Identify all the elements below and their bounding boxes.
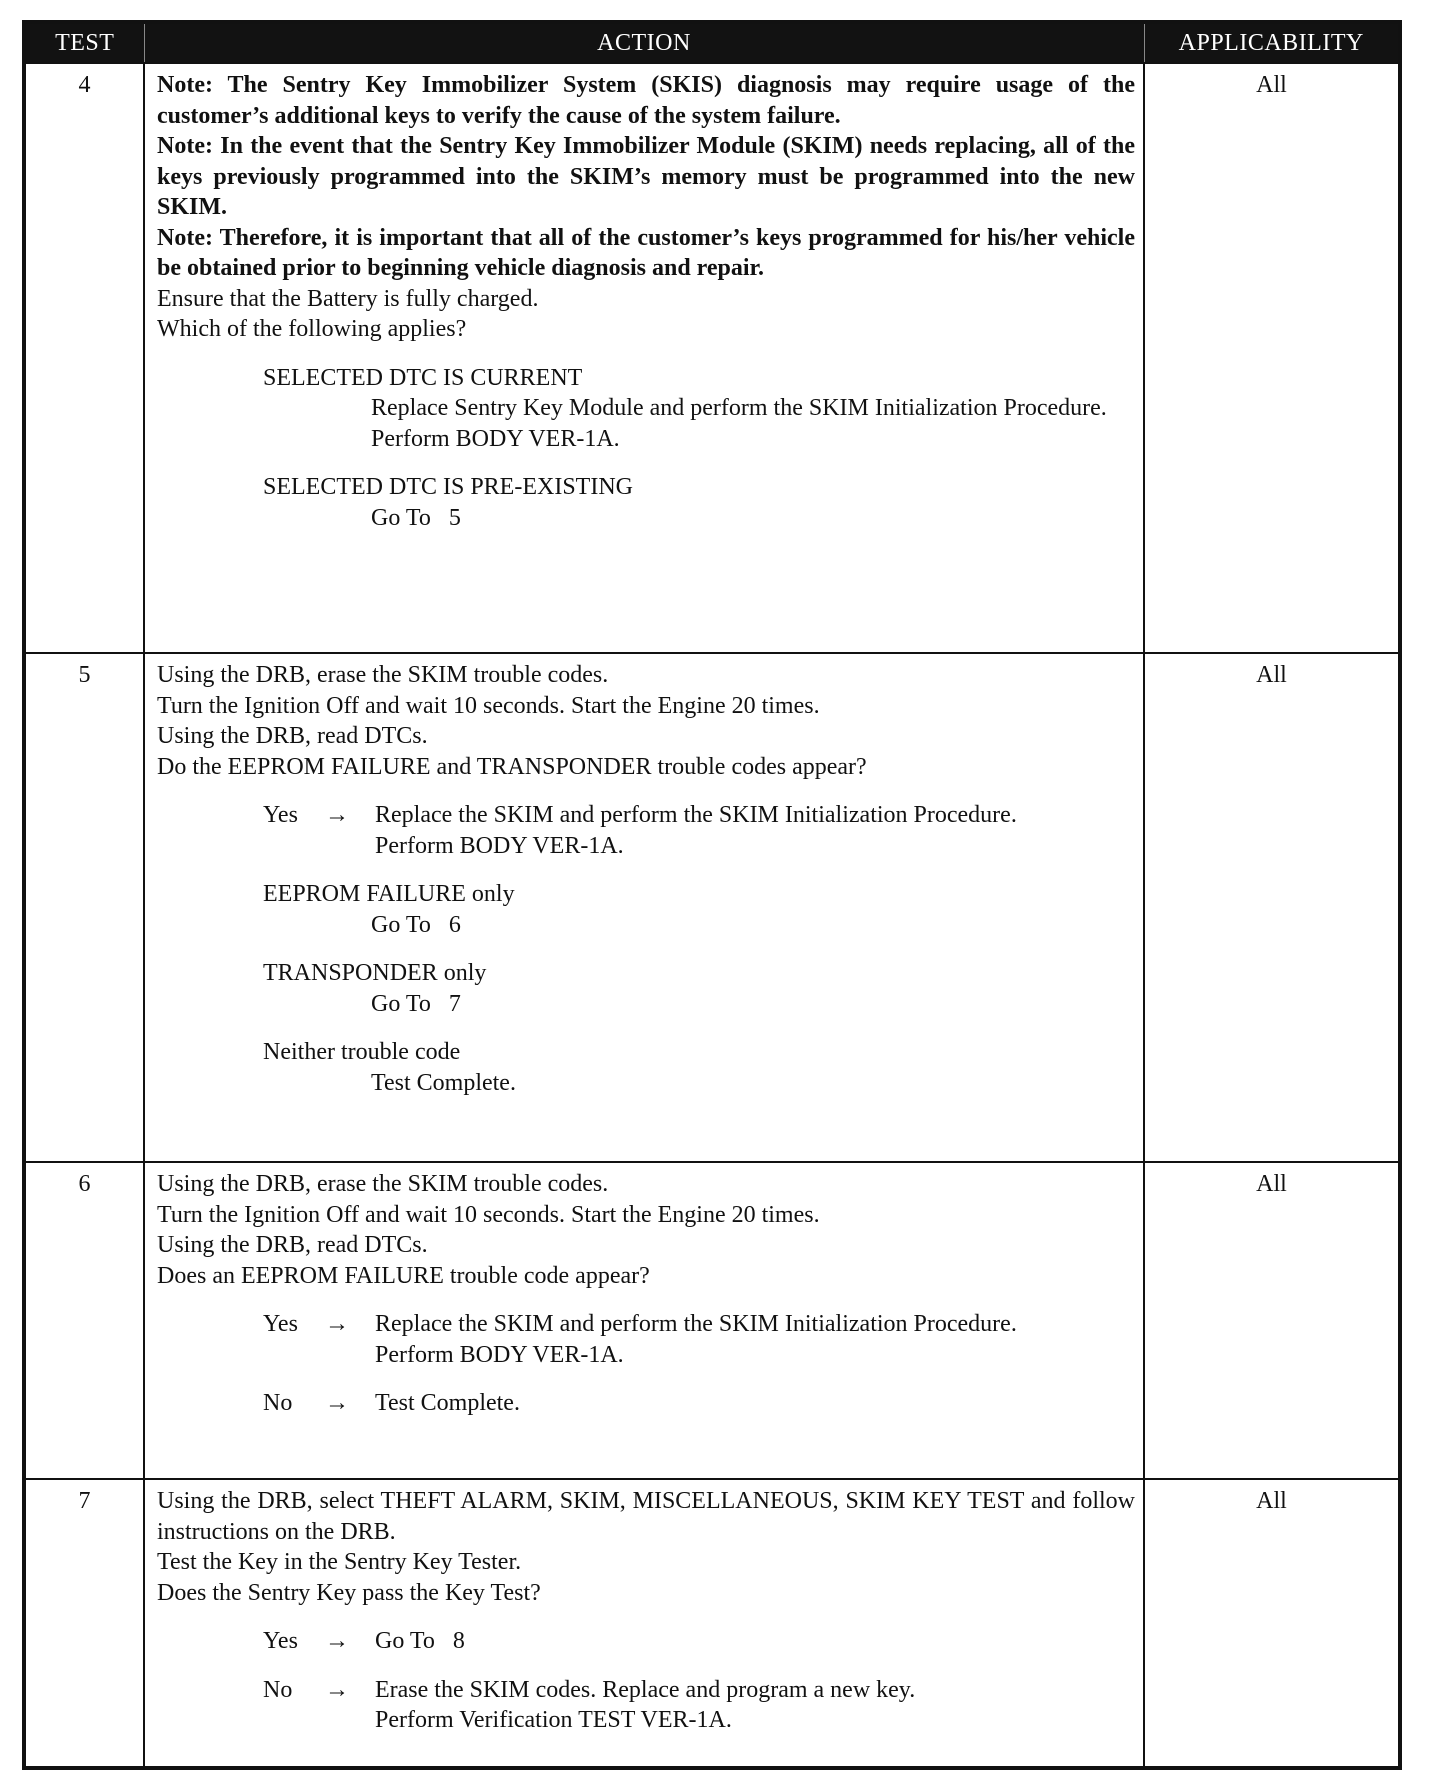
header-applicability: APPLICABILITY [1144,22,1400,63]
answer-text: Perform BODY VER-1A. [375,1341,624,1368]
diagnostic-table [22,20,1402,1770]
test-number: 5 [24,653,144,1162]
instruction: Which of the following applies? [157,316,467,342]
answer-text: Perform BODY VER-1A. [375,832,624,859]
option-result: Go To 6 [371,911,461,938]
answer-text: Test Complete. [375,1390,520,1416]
instruction: Using the DRB, select THEFT ALARM, SKIM, MISCELLANEOUS, SKIM KEY TEST and follow instructions on the DRB. [157,1488,1135,1545]
option-label: SELECTED DTC IS PRE-EXISTING [263,474,633,500]
option-label: Neither trouble code [263,1039,461,1065]
action-cell [144,1479,1144,1768]
answer-text: Replace the SKIM and perform the SKIM Initialization Procedure. [375,802,1017,828]
arrow-icon: → [325,1676,349,1703]
option-result: Go To 7 [371,990,461,1017]
answer-key: Yes [263,1628,298,1654]
arrow-icon: → [325,802,349,828]
procedure-sheet [22,20,1398,1770]
test-number: 7 [24,1479,144,1768]
answer-text: Erase the SKIM codes. Replace and program a new key. [375,1676,916,1703]
answer-text: Go To 8 [375,1628,465,1654]
answer-key: No [263,1390,293,1416]
answer-yes [263,1626,1135,1657]
applicability-value: All [1144,1162,1400,1479]
header-test: TEST [24,22,144,63]
test-number: 4 [24,63,144,653]
answer-key: Yes [263,802,298,828]
option-result: Perform BODY VER-1A. [371,425,620,452]
option-label: SELECTED DTC IS CURRENT [263,364,583,391]
option [263,472,1135,533]
option-result: Replace Sentry Key Module and perform the SKIM Initialization Procedure. [371,395,1107,421]
test-number: 6 [24,1162,144,1479]
option [263,363,1135,455]
answer-no [263,1675,1135,1736]
table-row [24,1479,1400,1768]
instruction: Using the DRB, read DTCs. [157,723,428,749]
answer-yes [263,800,1135,861]
option [263,1037,1135,1098]
action-cell [144,653,1144,1162]
option [263,958,1135,1019]
action-cell [144,1162,1144,1479]
instruction: Does the Sentry Key pass the Key Test? [157,1579,541,1606]
option-label: TRANSPONDER only [263,960,487,986]
table-row [24,653,1400,1162]
instruction: Using the DRB, erase the SKIM trouble codes. [157,662,609,688]
action-cell [144,63,1144,653]
instruction: Does an EEPROM FAILURE trouble code appear? [157,1262,650,1289]
instruction: Ensure that the Battery is fully charged. [157,285,539,312]
instruction: Test the Key in the Sentry Key Tester. [157,1549,522,1575]
answer-key: Yes [263,1311,298,1337]
instruction: Turn the Ignition Off and wait 10 seconds. Start the Engine 20 times. [157,1201,820,1228]
applicability-value: All [1144,63,1400,653]
arrow-icon: → [325,1628,349,1654]
instruction: Using the DRB, read DTCs. [157,1232,428,1258]
arrow-icon: → [325,1390,349,1416]
option-label: EEPROM FAILURE only [263,881,515,907]
option-result: Go To 5 [371,504,461,531]
option [263,879,1135,940]
note: Note: In the event that the Sentry Key Immobilizer Module (SKIM) needs replacing, all of the keys previously programmed into the SKIM’s memory must be programmed into the new SKIM. [157,133,1135,220]
note: Note: The Sentry Key Immobilizer System (SKIS) diagnosis may require usage of the customer’s additional keys to verify the cause of the system failure. [157,72,1135,129]
header-action: ACTION [144,22,1144,63]
instruction: Do the EEPROM FAILURE and TRANSPONDER trouble codes appear? [157,753,867,780]
table-row [24,63,1400,653]
answer-text: Perform Verification TEST VER-1A. [375,1707,732,1733]
applicability-value: All [1144,1479,1400,1768]
arrow-icon: → [325,1311,349,1337]
instruction: Turn the Ignition Off and wait 10 seconds. Start the Engine 20 times. [157,692,820,719]
answer-no [263,1388,1135,1419]
answer-text: Replace the SKIM and perform the SKIM Initialization Procedure. [375,1311,1017,1337]
answer-yes [263,1309,1135,1370]
table-header-row [24,22,1400,63]
table-row [24,1162,1400,1479]
option-result: Test Complete. [371,1069,516,1096]
instruction: Using the DRB, erase the SKIM trouble codes. [157,1171,609,1197]
answer-key: No [263,1676,293,1703]
applicability-value: All [1144,653,1400,1162]
note: Note: Therefore, it is important that all of the customer’s keys programmed for his/her vehicle be obtained prior to beginning vehicle diagnosis and repair. [157,224,1135,281]
